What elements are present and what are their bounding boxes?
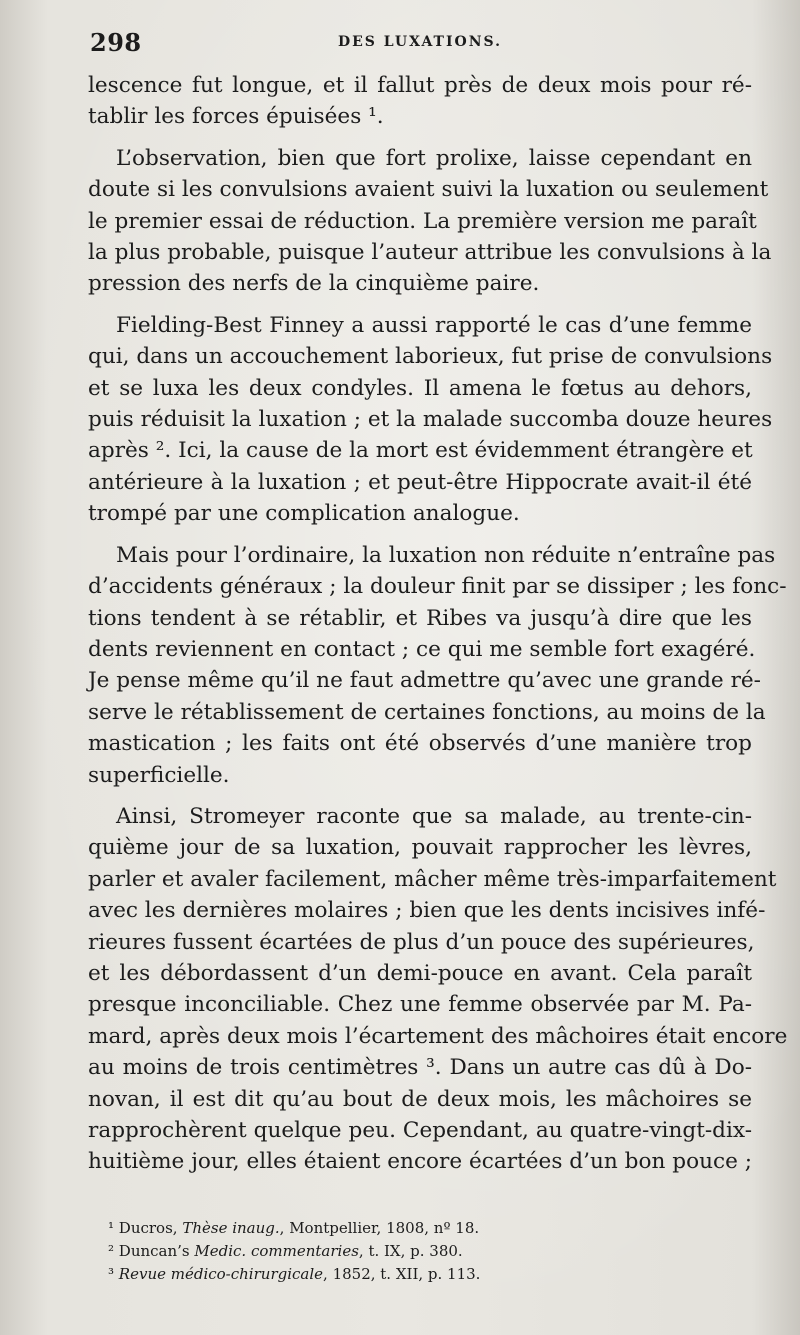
text-line: L’observation, bien que fort prolixe, laisse cependant en [116, 145, 752, 171]
text-line: antérieure à la luxation ; et peut-être Hippocrate avait-il été [88, 469, 752, 495]
text-line: serve le rétablissement de certaines fonctions, au moins de la [88, 699, 766, 725]
text-line: Mais pour l’ordinaire, la luxation non réduite n’entraîne pas [116, 542, 776, 568]
text-line: mastication ; les faits ont été observés d’une manière trop [88, 731, 752, 757]
text-line: Ainsi, Stromeyer raconte que sa malade, au trente-cin- [116, 803, 752, 829]
text-line: parler et avaler facilement, mâcher même très-imparfaitement [88, 866, 777, 892]
footnote-mark: ³ [108, 1265, 115, 1283]
footnote-text: , Montpellier, 1808, nº 18. [279, 1219, 480, 1237]
footnote-text: Duncan’s [118, 1242, 195, 1260]
footnote [108, 1240, 748, 1263]
text-line: Je pense même qu’il ne faut admettre qu’avec une grande ré- [88, 668, 761, 694]
text-line: d’accidents généraux ; la douleur finit par se dissiper ; les fonc- [88, 574, 787, 600]
text-line: le premier essai de réduction. La première version me paraît [88, 208, 757, 234]
text-line: qui, dans un accouchement laborieux, fut prise de convulsions [88, 344, 773, 370]
paragraph-5 [88, 801, 788, 1178]
text-line: presque inconciliable. Chez une femme observée par M. Pa- [88, 992, 752, 1018]
text-line: tions tendent à se rétablir, et Ribes va jusqu’à dire que les [88, 605, 752, 631]
text-line: huitième jour, elles étaient encore écartées d’un bon pouce ; [88, 1149, 752, 1175]
footnote-text: , 1852, t. XII, p. 113. [323, 1265, 481, 1283]
text-line: après ². Ici, la cause de la mort est évidemment étrangère et [88, 438, 753, 464]
text-line: et se luxa les deux condyles. Il amena le fœtus au dehors, [88, 375, 752, 401]
text-line: puis réduisit la luxation ; et la malade succomba douze heures [88, 407, 773, 433]
text-line: lescence fut longue, et il fallut près de deux mois pour ré- [88, 73, 752, 98]
text-line: trompé par une complication analogue. [88, 501, 520, 527]
body-text [88, 70, 788, 1188]
footnote-text: , t. IX, p. 380. [358, 1242, 463, 1260]
text-line: au moins de trois centimètres ³. Dans un autre cas dû à Do- [88, 1055, 752, 1081]
running-head: DES LUXATIONS. [338, 34, 502, 50]
footnote [108, 1217, 748, 1240]
paragraph-2 [88, 143, 772, 300]
text-line: novan, il est dit qu’au bout de deux mois, les mâchoires se [88, 1086, 752, 1112]
text-line: avec les dernières molaires ; bien que les dents incisives infé- [88, 898, 766, 924]
text-line: superficielle. [88, 762, 230, 788]
footnote-title: Revue médico-chirurgicale [118, 1265, 324, 1283]
text-line: doute si les convulsions avaient suivi la luxation ou seulement [88, 177, 769, 203]
footnote-mark: ² [108, 1242, 115, 1260]
footnote [108, 1263, 748, 1286]
footnote-title: Medic. commentaries [194, 1242, 359, 1260]
paragraph-3 [88, 310, 773, 530]
text-line: dents reviennent en contact ; ce qui me semble fort exagéré. [88, 636, 756, 662]
paragraph-1 [88, 70, 752, 133]
paragraph-4 [88, 540, 787, 791]
footnote-mark: ¹ [108, 1219, 115, 1237]
text-line: mard, après deux mois l’écartement des mâchoires était encore [88, 1023, 788, 1049]
text-line: quième jour de sa luxation, pouvait rapprocher les lèvres, [88, 835, 752, 861]
footnote-text: Ducros, [118, 1219, 183, 1237]
text-line: rieures fussent écartées de plus d’un pouce des supérieures, [88, 929, 755, 955]
text-line: pression des nerfs de la cinquième paire. [88, 271, 540, 297]
text-line: rapprochèrent quelque peu. Cependant, au quatre-vingt-dix- [88, 1118, 752, 1143]
footnotes [108, 1217, 748, 1286]
footnote-title: Thèse inaug. [182, 1219, 280, 1237]
text-line: la plus probable, puisque l’auteur attribue les convulsions à la [88, 240, 772, 266]
page-number: 298 [90, 28, 142, 57]
text-line: Fielding-Best Finney a aussi rapporté le cas d’une femme [116, 312, 752, 338]
text-line: et les débordassent d’un demi-pouce en avant. Cela paraît [88, 960, 752, 986]
page-header [90, 28, 750, 58]
text-line: tablir les forces épuisées ¹. [88, 104, 384, 130]
